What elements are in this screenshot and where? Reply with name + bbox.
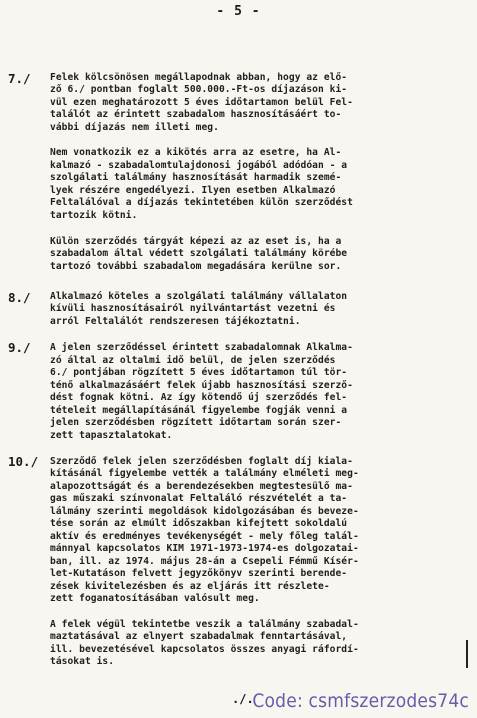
text-line: Alkalmazó köteles a szolgálati találmány vállalaton (50, 291, 348, 302)
text-line: tételeit megállapításánál figyelembe fogják venni a (50, 405, 348, 416)
text-line: zó által az oltalmi idő belül, de jelen szerződés (50, 355, 336, 366)
section-number: 8./ (8, 290, 31, 305)
text-line: zések kivitelezésben és az eljárás itt részlete- (50, 581, 330, 592)
text-line: A jelen szerződéssel érintett szabadalomnak Alkalma- (50, 342, 353, 353)
margin-bracket-mark (466, 640, 468, 668)
text-line: tése során az elmúlt időszakban kifejtett sokoldalú (50, 518, 348, 529)
text-line: szolgálati találmány hasznosítását harmadik szemé- (50, 172, 342, 183)
text-line: alapozottságát és a berendezésekben megtestesülő ma- (50, 481, 353, 492)
text-line: tartozik kötni. (50, 210, 138, 221)
text-line: Szerződő felek jelen szerződésben foglalt díj kiala- (50, 456, 353, 467)
text-line: 6./ pontjában rögzített 5 éves időtartamon túl tör- (50, 367, 348, 378)
text-line: ténő alkalmazásáért felek újabb hasznosítási szerző- (50, 380, 353, 391)
text-line: gas műszaki színvonalat Feltaláló részvételét a ta- (50, 493, 348, 504)
section-number: 7./ (8, 71, 31, 86)
text-line: lálmány szerinti megoldások kidolgozásában és beveze- (50, 506, 359, 517)
end-mark: ./. (232, 692, 254, 706)
text-line: ill. bevezetésével kapcsolatos összes anyagi ráfordí- (50, 644, 359, 655)
text-line: lyek részére engedélyezi. Ilyen esetben Alkalmazó (50, 185, 336, 196)
text-line: maztatásával az elnyert szabadalmak fenntartásával, (50, 631, 348, 642)
text-line: let-Kutatáson felvett jegyzőkönyv szerinti berende- (50, 568, 348, 579)
text-line: találót az érintett szabadalom hasznosításáért to- (50, 109, 342, 120)
text-line: zett tapasztalatokat. (50, 430, 173, 441)
text-line: Külön szerződés tárgyát képezi az az eset is, ha a (50, 236, 342, 247)
text-line: tásokat is. (50, 656, 115, 667)
section-number: 9./ (8, 340, 31, 355)
text-line: A felek végül tekintetbe veszik a találmány szabadal- (50, 619, 359, 630)
page-number: - 5 - (216, 4, 261, 19)
section-number: 10./ (8, 454, 39, 469)
text-line: vábbi díjazás nem illeti meg. (50, 122, 219, 133)
text-line: arról Feltalálót rendszeresen tájékoztatni. (50, 316, 301, 327)
text-line: mánnyal kapcsolatos KIM 1971-1973-1974-es dolgozatai- (50, 543, 359, 554)
text-line: kításánál figyelembe vették a találmány elméleti meg- (50, 468, 359, 479)
text-line: ban, ill. az 1974. május 28-án a Csepeli Fémmű Kísér- (50, 556, 359, 567)
text-line: dést fognak kötni. Az így kötendő új szerződés fel- (50, 392, 348, 403)
text-line: ző 6./ pontban foglalt 500.000.-Ft-os díjazáson ki- (50, 84, 348, 95)
text-line: zett foganatosításában valósult meg. (50, 593, 260, 604)
text-line: aktív és eredményes tevékenységét - mely főleg talál- (50, 531, 359, 542)
text-line: Nem vonatkozik ez a kikötés arra az esetre, ha Al- (50, 147, 342, 158)
text-line: vül ezen meghatározott 5 éves időtartamon belül Fel- (50, 97, 353, 108)
text-line: kalmazó - szabadalomtulajdonosi jogából adódóan - a (50, 160, 348, 171)
text-line: Felek kölcsönösen megállapodnak abban, hogy az elő- (50, 72, 348, 83)
text-line: Feltalálóval a díjazás tekintetében külön szerződést (50, 197, 353, 208)
text-line: szabadalom által védett szolgálati találmány körébe (50, 248, 348, 259)
text-line: jelen szerződésben rögzített időtartam során szer- (50, 417, 342, 428)
text-line: tartozó további szabadalom megadására kerülne sor. (50, 261, 342, 272)
code-label: Code: csmfszerzodes74c (252, 690, 469, 712)
text-line: kívüli hasznosításairól nyilvántartást vezetni és (50, 303, 336, 314)
